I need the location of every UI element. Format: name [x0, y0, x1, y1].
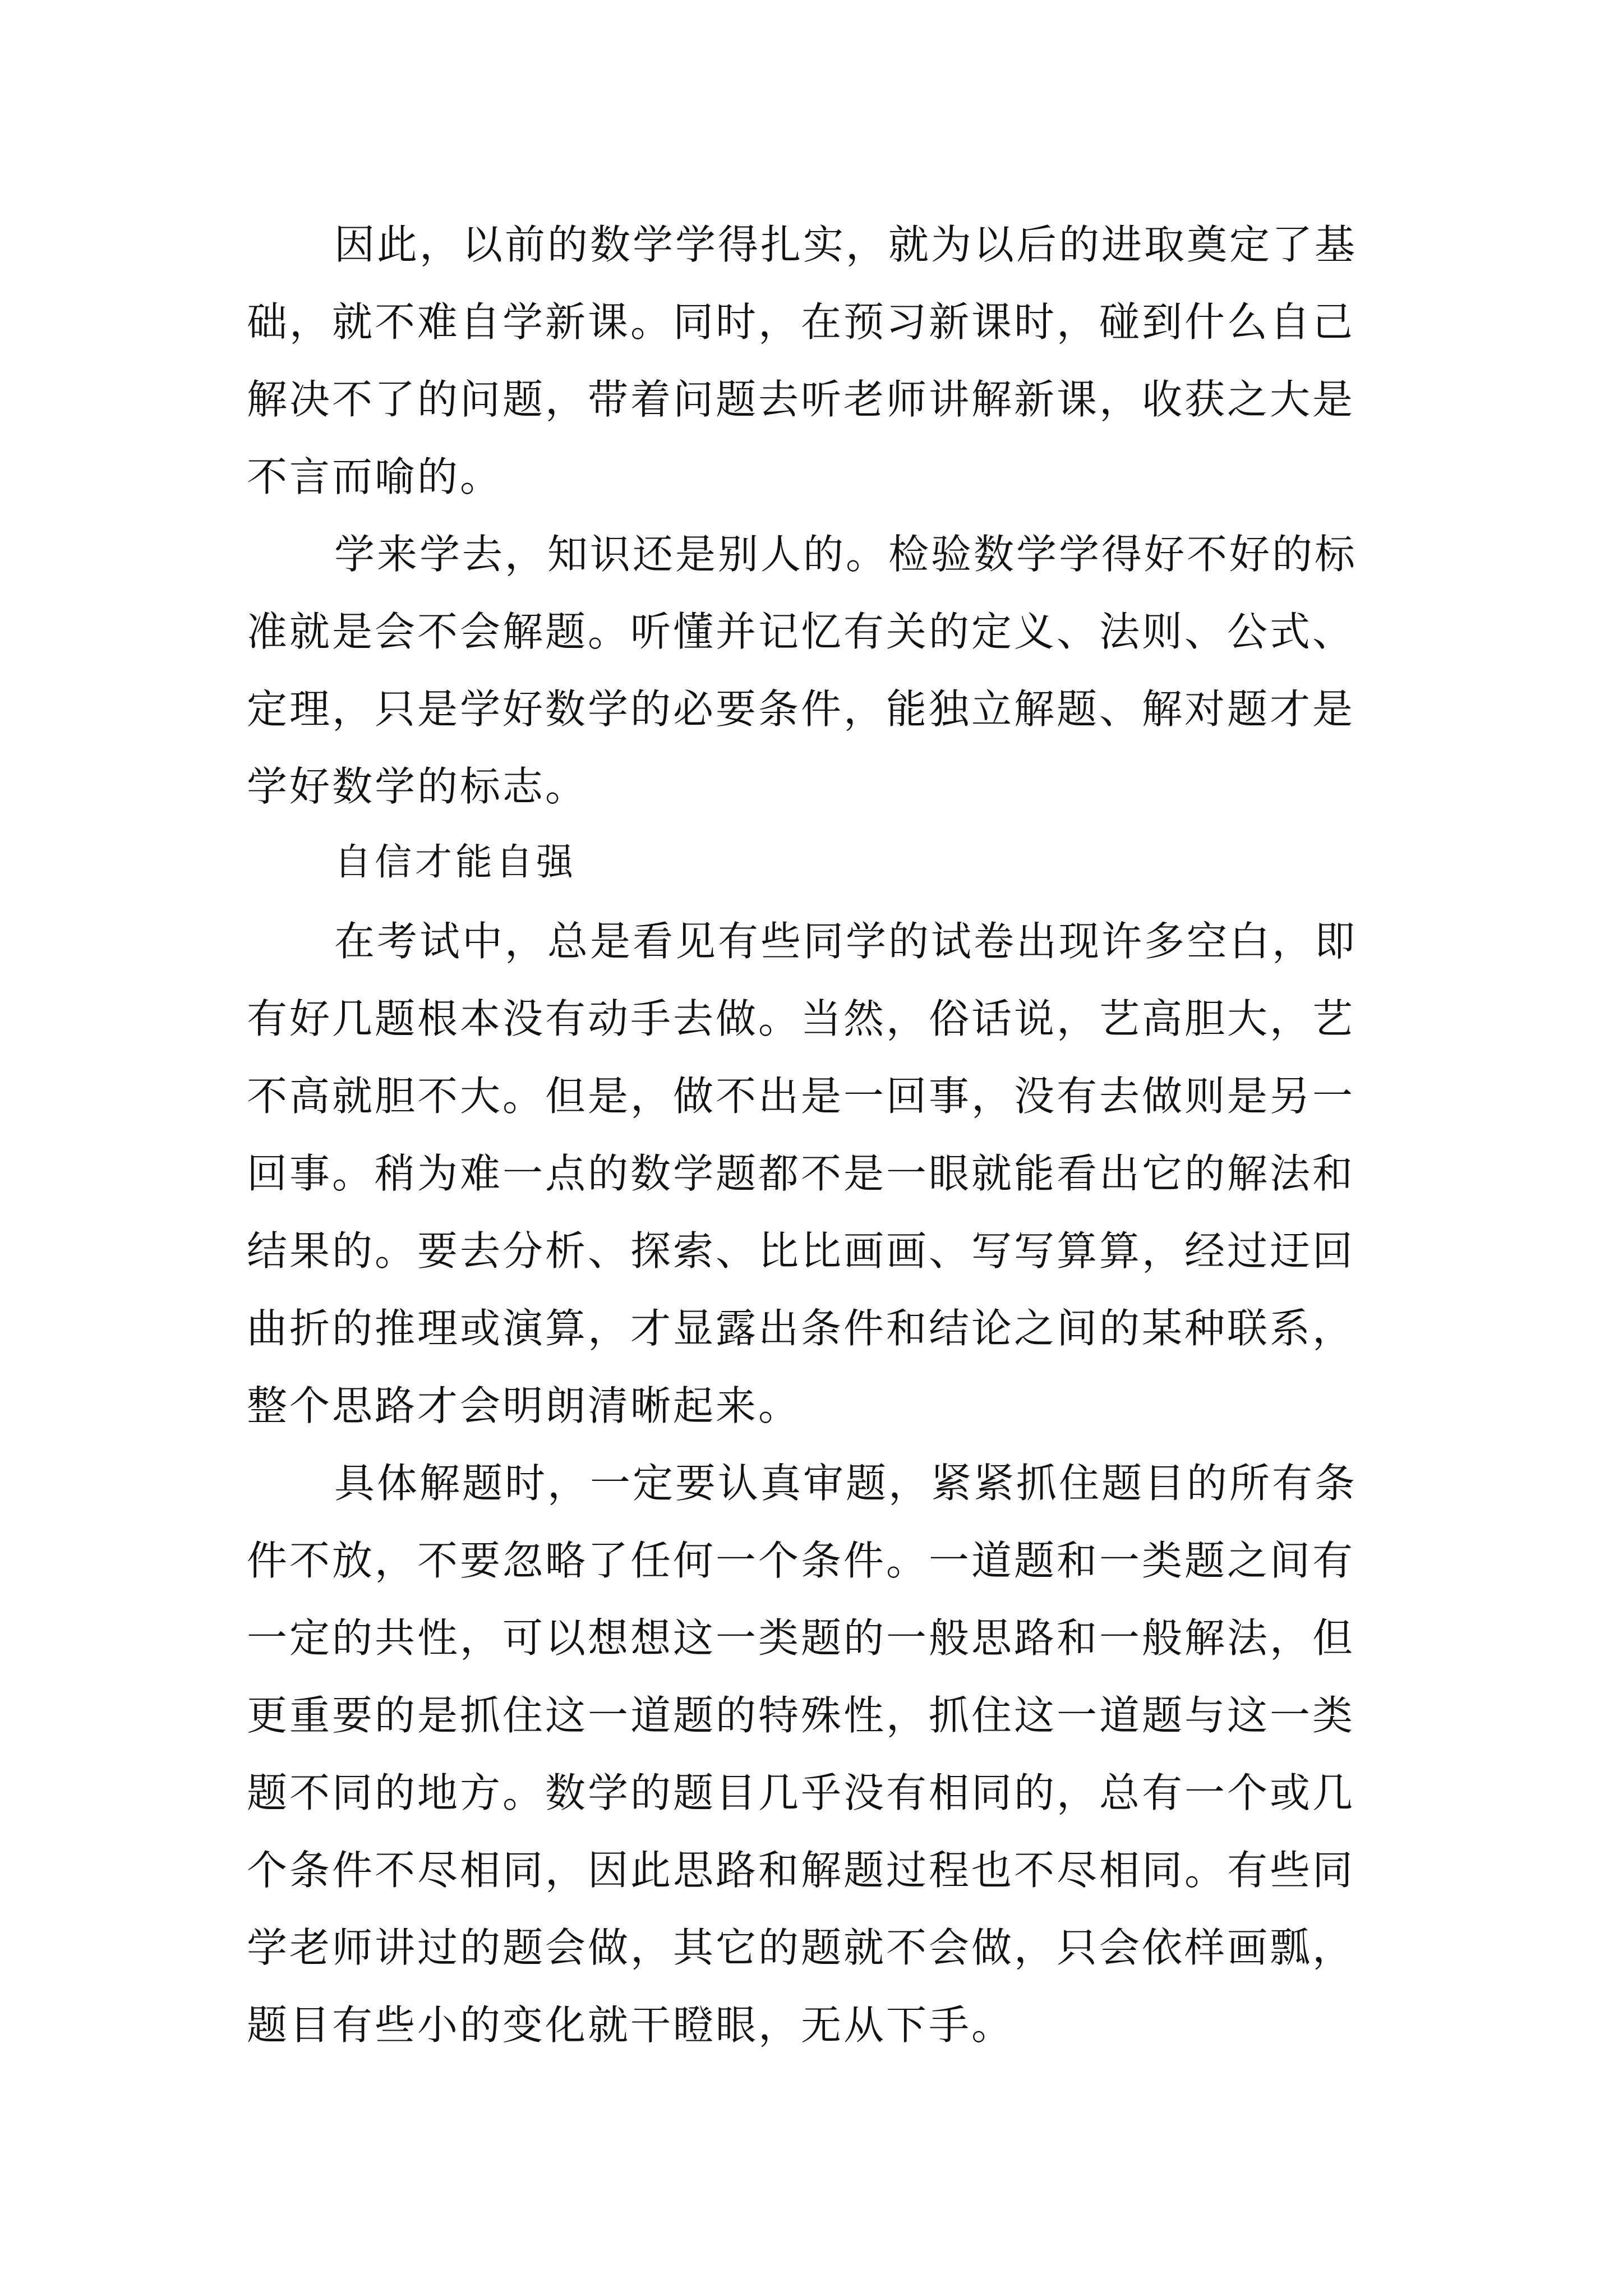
paragraph-4-line-7: 学老师讲过的题会做，其它的题就不会做，只会依样画瓢， — [247, 1924, 1355, 1971]
paragraph-2-line-1: 学来学去，知识还是别人的。检验数学学得好不好的标 — [334, 531, 1358, 578]
paragraph-3-line-5: 结果的。要去分析、探索、比比画画、写写算算，经过迂回 — [247, 1227, 1355, 1274]
paragraph-2-line-3: 定理，只是学好数学的必要条件，能独立解题、解对题才是 — [247, 685, 1355, 733]
paragraph-4-line-5: 题不同的地方。数学的题目几乎没有相同的，总有一个或几 — [247, 1769, 1355, 1816]
paragraph-4-line-6: 个条件不尽相同，因此思路和解题过程也不尽相同。有些同 — [247, 1847, 1355, 1894]
section-heading: 自信才能自强 — [334, 840, 577, 884]
paragraph-1-line-1: 因此，以前的数学学得扎实，就为以后的进取奠定了基 — [334, 221, 1358, 268]
paragraph-4-line-4: 更重要的是抓住这一道题的特殊性，抓住这一道题与这一类 — [247, 1692, 1355, 1739]
paragraph-4-line-2: 件不放，不要忽略了任何一个条件。一道题和一类题之间有 — [247, 1537, 1355, 1584]
paragraph-3-line-7: 整个思路才会明朗清晰起来。 — [247, 1382, 801, 1429]
paragraph-2-line-4: 学好数学的标志。 — [247, 763, 588, 810]
paragraph-4-line-8: 题目有些小的变化就干瞪眼，无从下手。 — [247, 2001, 1015, 2049]
paragraph-3-line-3: 不高就胆不大。但是，做不出是一回事，没有去做则是另一 — [247, 1073, 1355, 1120]
paragraph-1-line-2: 础，就不难自学新课。同时，在预习新课时，碰到什么自己 — [247, 298, 1355, 346]
paragraph-3-line-4: 回事。稍为难一点的数学题都不是一眼就能看出它的解法和 — [247, 1150, 1355, 1197]
paragraph-3-line-6: 曲折的推理或演算，才显露出条件和结论之间的某种联系， — [247, 1305, 1355, 1352]
paragraph-4-line-1: 具体解题时，一定要认真审题，紧紧抓住题目的所有条 — [334, 1460, 1358, 1507]
paragraph-1-line-4: 不言而喻的。 — [247, 453, 503, 500]
paragraph-3-line-2: 有好几题根本没有动手去做。当然，俗话说，艺高胆大，艺 — [247, 995, 1355, 1042]
paragraph-3-line-1: 在考试中，总是看见有些同学的试卷出现许多空白，即 — [334, 918, 1358, 965]
paragraph-4-line-3: 一定的共性，可以想想这一类题的一般思路和一般解法，但 — [247, 1614, 1355, 1662]
paragraph-1-line-3: 解决不了的问题，带着问题去听老师讲解新课，收获之大是 — [247, 376, 1355, 423]
paragraph-2-line-2: 准就是会不会解题。听懂并记忆有关的定义、法则、公式、 — [247, 608, 1355, 655]
